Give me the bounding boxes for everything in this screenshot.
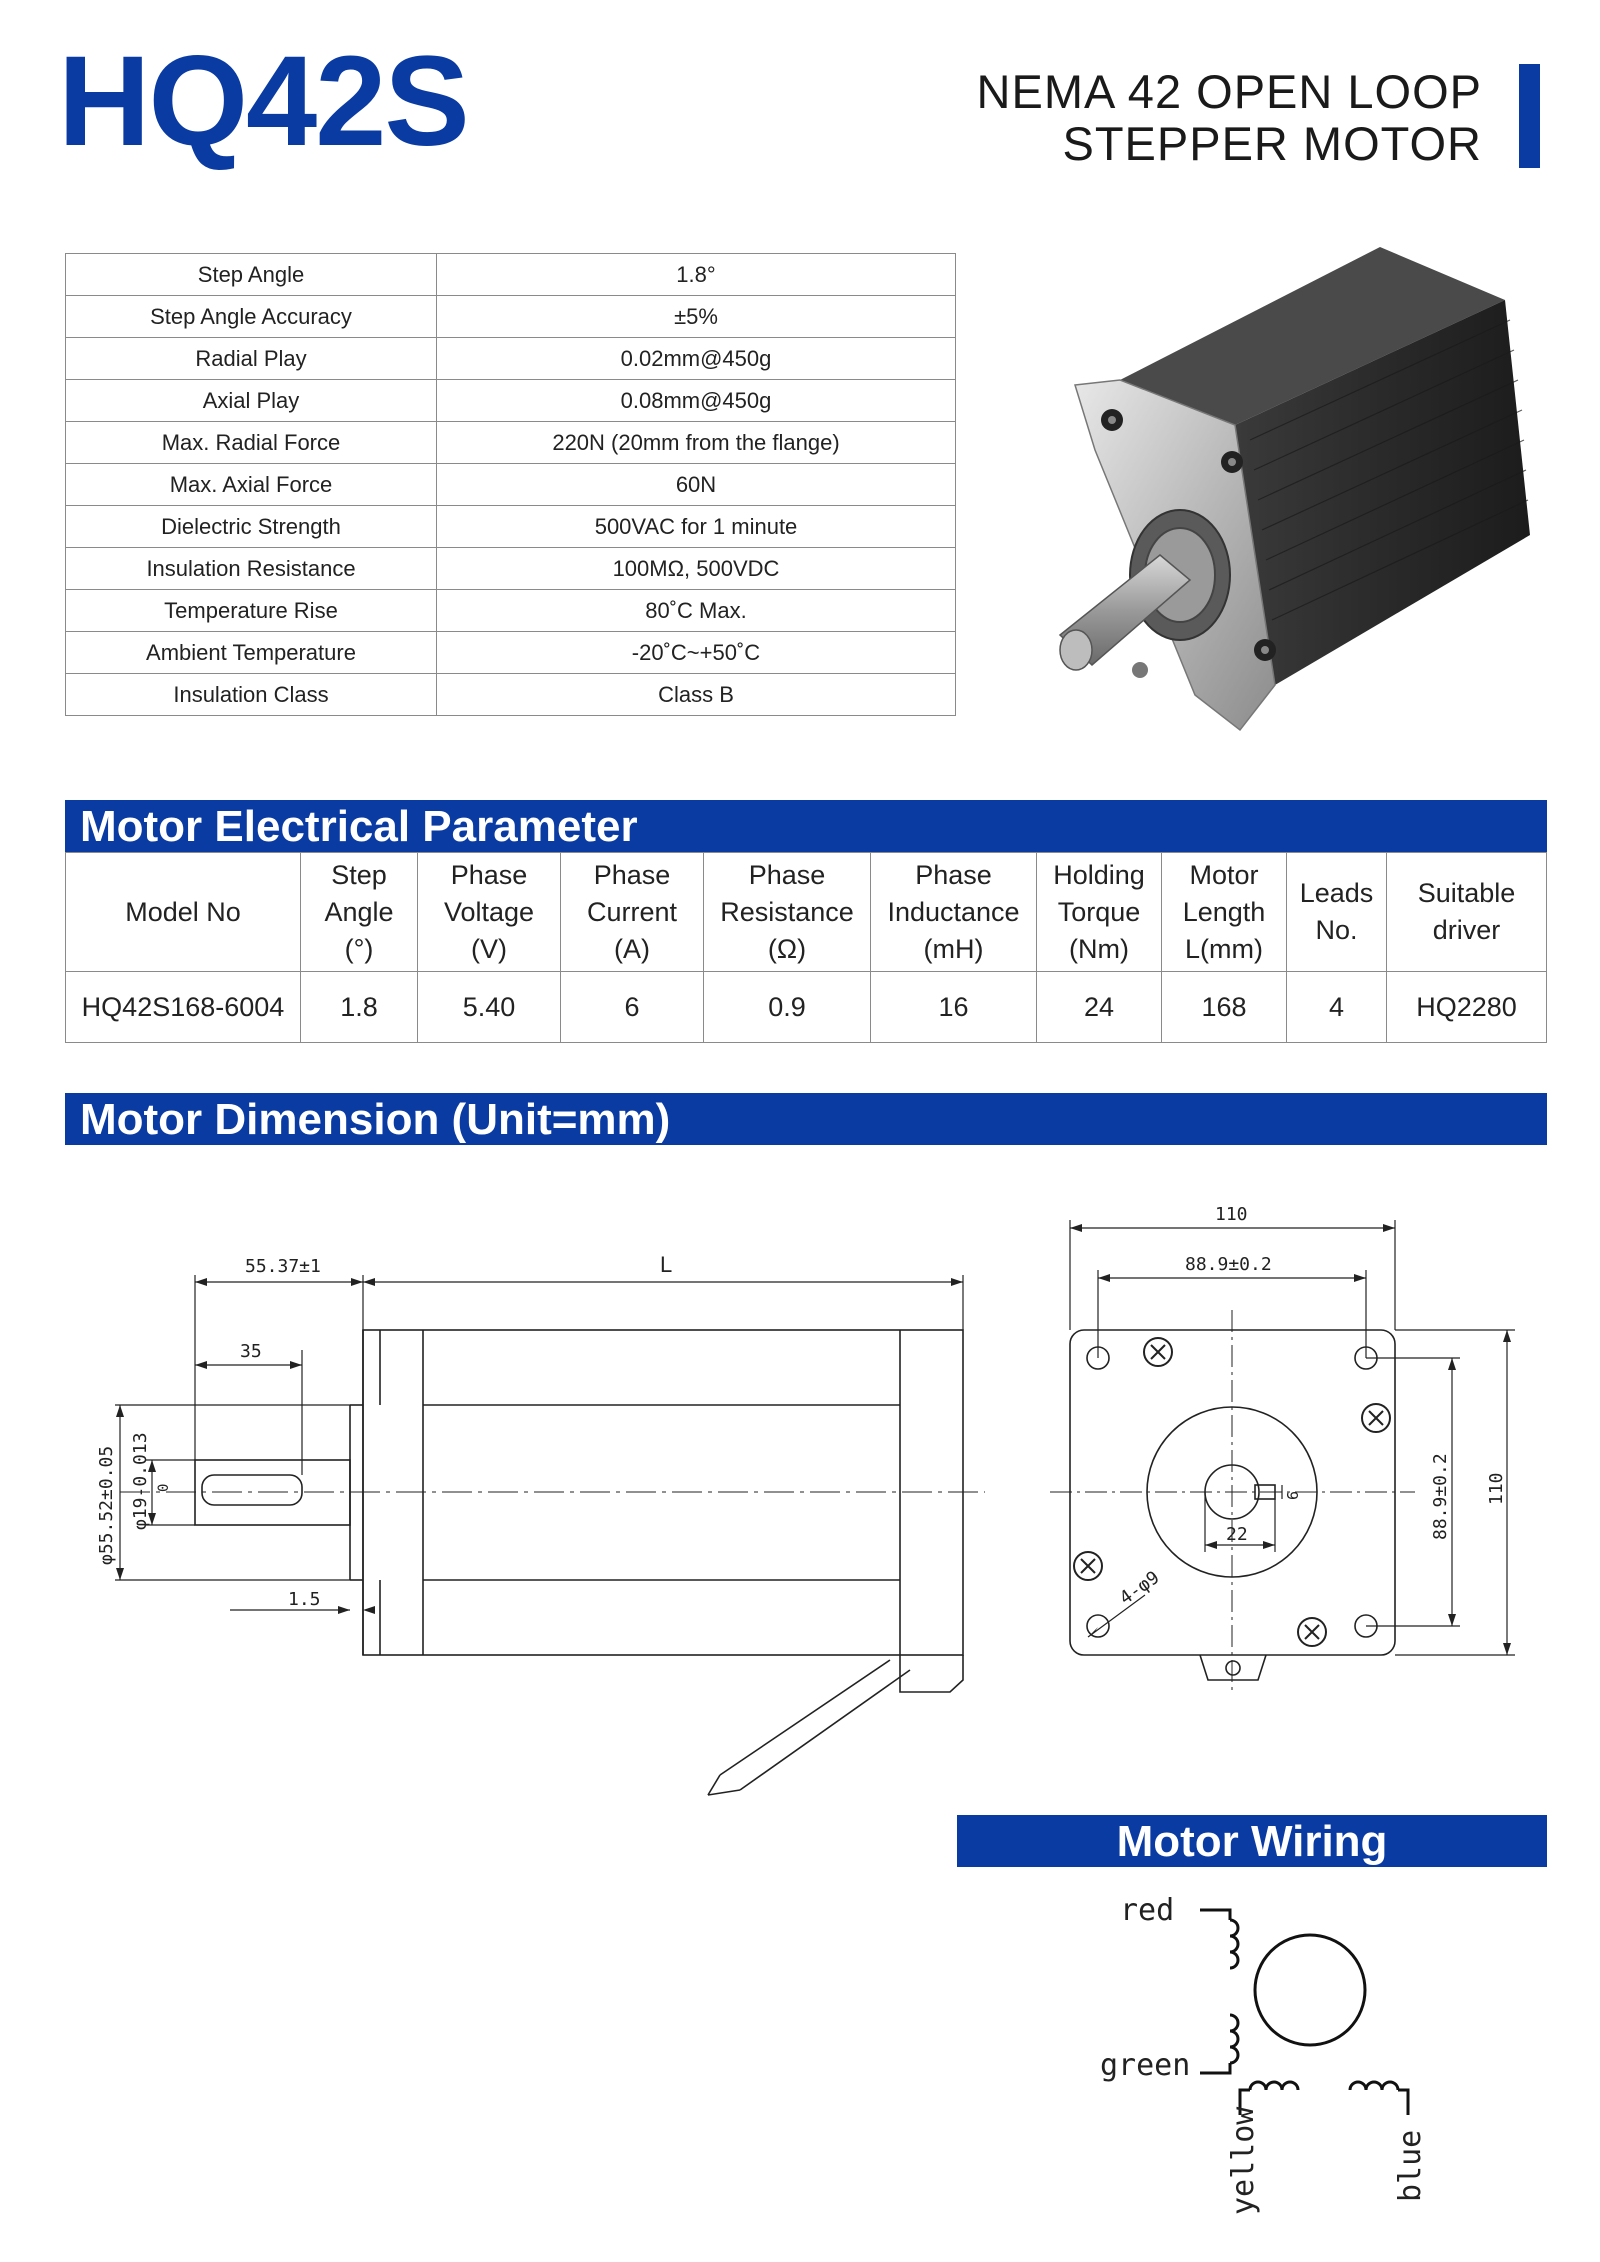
- front-view-drawing: [1050, 1200, 1550, 1720]
- spec-table: [65, 253, 956, 716]
- header-unit: (Nm): [1069, 933, 1129, 964]
- section-wiring-title: Motor Wiring: [957, 1815, 1547, 1867]
- dim-width-top: 110: [1215, 1204, 1248, 1225]
- cell-step-angle: 1.8: [301, 972, 418, 1043]
- header-suitable-driver: [1387, 853, 1547, 972]
- spec-label: Axial Play: [66, 380, 437, 422]
- electrical-data-row: [66, 972, 1547, 1043]
- header-text: Phase: [593, 859, 671, 890]
- header-text: Current: [586, 896, 678, 927]
- spec-value: 500VAC for 1 minute: [437, 506, 956, 548]
- spec-row: [66, 506, 956, 548]
- spec-value: -20˚C~+50˚C: [437, 632, 956, 674]
- dim-shaft-tolerance: 0: [156, 1483, 172, 1492]
- spec-label: Step Angle Accuracy: [66, 296, 437, 338]
- model-title: HQ42S: [58, 30, 468, 173]
- spec-row: [66, 548, 956, 590]
- spec-value: 1.8°: [437, 254, 956, 296]
- header-phase-voltage: [418, 853, 561, 972]
- header-unit: (Ω): [767, 933, 807, 964]
- subtitle-line-1: NEMA 42 OPEN LOOP: [976, 65, 1482, 118]
- dim-flange-to-shaft: 55.37±1: [245, 1256, 321, 1277]
- header-unit: (°): [344, 933, 374, 964]
- dim-pilot-diameter: φ55.52±0.05: [96, 1445, 117, 1565]
- header-text: Length: [1182, 896, 1266, 927]
- section-dimension-title: Motor Dimension (Unit=mm): [65, 1093, 1547, 1145]
- electrical-header-row: [66, 853, 1547, 972]
- accent-bar: [1519, 64, 1540, 168]
- header-text: Model No: [125, 896, 241, 927]
- wire-label-yellow: yellow: [1226, 2106, 1261, 2215]
- spec-row: [66, 422, 956, 464]
- dim-shaft-diameter: φ19-0.013: [130, 1432, 151, 1530]
- header-step-angle: [301, 853, 418, 972]
- spec-label: Radial Play: [66, 338, 437, 380]
- wire-label-green: green: [1100, 2048, 1191, 2083]
- spec-row: [66, 380, 956, 422]
- dim-length: L: [660, 1252, 673, 1277]
- spec-label: Insulation Resistance: [66, 548, 437, 590]
- spec-row: [66, 632, 956, 674]
- spec-value: 80˚C Max.: [437, 590, 956, 632]
- cell-holding-torque: 24: [1037, 972, 1162, 1043]
- spec-label: Dielectric Strength: [66, 506, 437, 548]
- spec-label: Temperature Rise: [66, 590, 437, 632]
- header-text: Angle: [324, 896, 394, 927]
- spec-label: Max. Radial Force: [66, 422, 437, 464]
- header-phase-resistance: [704, 853, 871, 972]
- header-text: driver: [1432, 915, 1501, 945]
- header-unit: (V): [471, 933, 507, 964]
- cell-motor-length: 168: [1162, 972, 1287, 1043]
- header-text: Inductance: [887, 896, 1020, 927]
- spec-row: [66, 464, 956, 506]
- spec-label: Insulation Class: [66, 674, 437, 716]
- header-text: Resistance: [720, 896, 854, 927]
- spec-row: [66, 674, 956, 716]
- wire-label-blue: blue: [1393, 2129, 1428, 2202]
- motor-photo: [1040, 240, 1560, 740]
- header-text: Voltage: [443, 896, 535, 927]
- header-text: Holding: [1053, 859, 1145, 890]
- header-text: No.: [1315, 915, 1358, 945]
- spec-value: 220N (20mm from the flange): [437, 422, 956, 464]
- spec-label: Step Angle: [66, 254, 437, 296]
- subtitle-line-2: STEPPER MOTOR: [1062, 117, 1482, 170]
- spec-value: 0.08mm@450g: [437, 380, 956, 422]
- spec-value: 0.02mm@450g: [437, 338, 956, 380]
- dim-key-width: 6: [1284, 1490, 1302, 1500]
- cell-phase-voltage: 5.40: [418, 972, 561, 1043]
- cell-phase-resistance: 0.9: [704, 972, 871, 1043]
- dim-flange-step: 1.5: [288, 1589, 321, 1610]
- header-unit: L(mm): [1185, 933, 1263, 964]
- header-text: Leads: [1299, 878, 1374, 908]
- header-text: Phase: [450, 859, 528, 890]
- header-text: Motor: [1189, 859, 1259, 890]
- header-text: Phase: [915, 859, 992, 890]
- header-holding-torque: [1037, 853, 1162, 972]
- cell-leads-no: 4: [1287, 972, 1387, 1043]
- spec-label: Max. Axial Force: [66, 464, 437, 506]
- header-text: Suitable: [1417, 878, 1516, 908]
- header-phase-current: [561, 853, 704, 972]
- header-text: Phase: [748, 859, 826, 890]
- dim-holes: 4-φ9: [1115, 1567, 1164, 1610]
- header-text: Torque: [1057, 896, 1141, 927]
- dim-hole-spacing-side: 88.9±0.2: [1430, 1453, 1451, 1540]
- spec-row: [66, 296, 956, 338]
- spec-value: 60N: [437, 464, 956, 506]
- header-unit: (A): [614, 933, 650, 964]
- spec-value: ±5%: [437, 296, 956, 338]
- dim-height-side: 110: [1486, 1472, 1507, 1505]
- electrical-table: [65, 852, 1547, 1043]
- spec-row: [66, 338, 956, 380]
- spec-label: Ambient Temperature: [66, 632, 437, 674]
- dim-hole-spacing-top: 88.9±0.2: [1185, 1254, 1272, 1275]
- wire-label-red: red: [1120, 1893, 1175, 1928]
- header-unit: (mH): [923, 933, 984, 964]
- spec-value: 100MΩ, 500VDC: [437, 548, 956, 590]
- product-subtitle: [977, 66, 1482, 170]
- header-phase-inductance: [871, 853, 1037, 972]
- wiring-diagram: [1090, 1880, 1428, 2220]
- side-view-drawing: [80, 1230, 980, 1830]
- spec-value: Class B: [437, 674, 956, 716]
- spec-row: [66, 254, 956, 296]
- cell-phase-current: 6: [561, 972, 704, 1043]
- spec-row: [66, 590, 956, 632]
- cell-model-no: HQ42S168-6004: [66, 972, 301, 1043]
- dim-key-length: 35: [240, 1341, 262, 1362]
- header-motor-length: [1162, 853, 1287, 972]
- section-electrical-title: Motor Electrical Parameter: [65, 800, 1547, 852]
- header-model-no: [66, 853, 301, 972]
- header-text: Step: [331, 859, 387, 890]
- cell-suitable-driver: HQ2280: [1387, 972, 1547, 1043]
- dim-key-depth: 22: [1226, 1524, 1248, 1545]
- cell-phase-inductance: 16: [871, 972, 1037, 1043]
- header-leads-no: [1287, 853, 1387, 972]
